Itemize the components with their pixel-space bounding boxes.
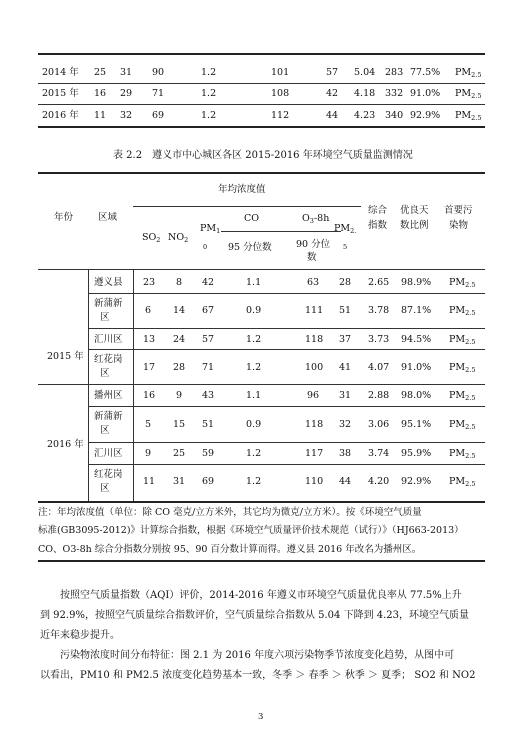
- cell-year: 2015 年: [42, 88, 79, 99]
- divider: [38, 104, 485, 105]
- paragraph-line: 按照空气质量指数（AQI）评价，2014-2016 年遵义市环境空气质量优良率从 77.5%上升: [60, 590, 462, 601]
- cell-co: 1.1: [246, 277, 262, 288]
- cell: 31: [120, 67, 133, 78]
- cell: 108: [271, 88, 290, 99]
- cell: 69: [152, 110, 165, 121]
- divider: [88, 406, 485, 407]
- cell-pm25: 32: [339, 419, 352, 430]
- table2-bottom-rule: [38, 501, 485, 503]
- table2-top-rule: [38, 172, 485, 174]
- table-note-line-3: CO、O3-8h 综合分指数分别按 95、90 百分数计算而得。遵义县 2016 年改名为播州区。: [38, 544, 422, 555]
- cell-pm25: 51: [339, 305, 352, 316]
- cell-ratio: 98.0%: [401, 390, 432, 401]
- cell-pollutant: $PM_{2.5}$: [449, 476, 476, 488]
- table1-top-rule: [38, 53, 485, 55]
- cell-pollutant: $PM_{2.5}$: [449, 334, 476, 346]
- header-pm10: $PM_1$: [200, 223, 221, 235]
- header-so2: $SO_2$: [142, 232, 161, 244]
- table-note-line-1: 注：年均浓度值（单位：除 CO 毫克/立方米外，其它均为微克/立方米）。按《环境空气质量: [38, 507, 422, 518]
- header-co-sub: 95 分位数: [228, 242, 272, 253]
- cell: 42: [326, 88, 339, 99]
- cell-index: 3.74: [368, 448, 390, 459]
- cell: 77.5%: [410, 67, 441, 78]
- cell-co: 1.2: [246, 334, 262, 345]
- cell: 71: [152, 88, 165, 99]
- cell-pollutant: $PM_{2.5}$: [449, 362, 476, 374]
- cell-pollutant: $PM_{2.5}$: [449, 390, 476, 402]
- cell-pollutant: $PM_{2.5}$: [449, 305, 476, 317]
- cell-pm10: 67: [202, 305, 215, 316]
- cell-index: 4.07: [368, 362, 390, 373]
- cell-so2: 6: [145, 305, 152, 316]
- cell-area-line1: 红花岗: [94, 469, 123, 480]
- cell-area-line2: 区: [100, 483, 110, 494]
- header-no2: $NO_2$: [168, 232, 189, 244]
- cell-pollutant: $PM_{2.5}$: [449, 448, 476, 460]
- group-year-2016: 2016 年: [47, 439, 84, 450]
- cell-ratio: 95.1%: [401, 419, 432, 430]
- cell: 1.2: [201, 67, 217, 78]
- header-pm25: $PM_{2.}$: [334, 223, 357, 235]
- cell-no2: 25: [173, 448, 186, 459]
- cell-ratio: 94.5%: [401, 334, 432, 345]
- cell-area-line2: 区: [100, 425, 110, 436]
- cell-ratio: 87.1%: [401, 305, 432, 316]
- cell-pm10: 69: [202, 476, 215, 487]
- divider: [88, 464, 485, 465]
- cell-co: 1.1: [246, 390, 262, 401]
- cell: 283: [385, 67, 404, 78]
- cell: 4.23: [354, 110, 376, 121]
- cell-area-line1: 红花岗: [94, 354, 123, 365]
- page-number: 3: [258, 712, 264, 722]
- cell-o3: 118: [305, 419, 324, 430]
- cell-index: 3.78: [368, 305, 390, 316]
- cell: 101: [271, 67, 290, 78]
- header-area: 区域: [98, 212, 118, 223]
- cell-index: 3.73: [368, 334, 390, 345]
- header-subrule: [133, 206, 361, 207]
- cell: 32: [120, 110, 133, 121]
- cell-pm10: 71: [202, 362, 215, 373]
- header-index-1: 综合: [368, 205, 388, 216]
- divider: [88, 328, 485, 329]
- cell-ratio: 95.9%: [401, 448, 432, 459]
- cell-index: 2.65: [368, 277, 390, 288]
- cell: 1.2: [201, 88, 217, 99]
- header-pm25-wrap: 5: [343, 243, 348, 251]
- cell: 92.9%: [410, 110, 441, 121]
- cell-no2: 28: [173, 362, 186, 373]
- paragraph-line: 污染物浓度时间分布特征：图 2.1 为 2016 年度六项污染物季节浓度变化趋势，从图中可: [60, 650, 455, 661]
- cell-o3: 96: [307, 390, 320, 401]
- cell-co: 0.9: [246, 305, 262, 316]
- cell: 11: [94, 110, 107, 121]
- cell-so2: 11: [143, 476, 156, 487]
- cell-no2: 31: [173, 476, 186, 487]
- cell-pm10: 43: [202, 390, 215, 401]
- cell: 112: [271, 110, 290, 121]
- header-bottom-rule: [38, 269, 485, 270]
- cell-pm25: 41: [339, 362, 352, 373]
- header-o3: $O_3-8h$: [302, 213, 330, 225]
- cell-index: 3.06: [368, 419, 390, 430]
- cell: 4.18: [354, 88, 376, 99]
- cell: 340: [385, 110, 404, 121]
- cell-ratio: 92.9%: [401, 476, 432, 487]
- cell-o3: 111: [305, 305, 324, 316]
- cell: 44: [326, 110, 339, 121]
- cell-index: 2.88: [368, 390, 390, 401]
- cell-pollutant: $PM_{2.5}$: [449, 419, 476, 431]
- cell-ratio: 91.0%: [401, 362, 432, 373]
- cell-index: 4.20: [368, 476, 390, 487]
- header-index-2: 指数: [368, 220, 388, 231]
- paragraph-line: 近年来稳步提升。: [40, 630, 120, 641]
- divider: [88, 293, 485, 294]
- cell-no2: 24: [173, 334, 186, 345]
- cell: 25: [94, 67, 107, 78]
- cell-pm10: 57: [202, 334, 215, 345]
- cell-pollutant: $PM_{2.5}$: [455, 88, 482, 100]
- cell-pm25: 38: [339, 448, 352, 459]
- cell-co: 1.2: [246, 448, 262, 459]
- cell-so2: 5: [145, 419, 152, 430]
- header-annual-conc: 年均浓度值: [218, 184, 266, 195]
- cell-year: 2014 年: [42, 67, 79, 78]
- header-o3-sub-1: 90 分位: [296, 239, 331, 250]
- cell-o3: 118: [305, 334, 324, 345]
- cell-so2: 9: [145, 448, 152, 459]
- header-good-days-2: 数比例: [400, 220, 429, 231]
- cell-o3: 117: [305, 448, 324, 459]
- cell-area: 汇川区: [94, 448, 123, 459]
- cell: 57: [326, 67, 339, 78]
- cell-co: 0.9: [246, 419, 262, 430]
- paragraph-line: 到 92.9%，按照空气质量综合指数评价，空气质量综合指数从 5.04 下降到 4.23，环境空气质量: [40, 610, 470, 621]
- cell-pm10: 42: [202, 277, 215, 288]
- cell-so2: 16: [143, 390, 156, 401]
- cell-so2: 17: [143, 362, 156, 373]
- cell-o3: 100: [305, 362, 324, 373]
- cell-no2: 14: [173, 305, 186, 316]
- cell-co: 1.2: [246, 362, 262, 373]
- cell-pollutant: $PM_{2.5}$: [455, 110, 482, 122]
- header-primary-1: 首要污: [444, 205, 473, 216]
- divider: [88, 442, 485, 443]
- cell-pm25: 44: [339, 476, 352, 487]
- divider: [88, 349, 485, 350]
- header-primary-2: 染物: [449, 220, 469, 231]
- cell-area-line2: 区: [100, 368, 110, 379]
- col-divider: [133, 269, 134, 501]
- header-pm10-wrap: 0: [203, 243, 208, 251]
- cell: 29: [120, 88, 133, 99]
- table-caption: 表 2.2 遵义市中心城区各区 2015-2016 年环境空气质量监测情况: [113, 150, 413, 161]
- cell-ratio: 98.9%: [401, 277, 432, 288]
- header-good-days-1: 优良天: [400, 205, 429, 216]
- table1-bottom-rule: [38, 126, 485, 128]
- table-note-line-2: 标准(GB3095-2012)》计算综合指数，根据《环境空气质量评价技术规范（试行）》（HJ663-2013）: [38, 525, 464, 536]
- cell-pm10: 59: [202, 448, 215, 459]
- cell-pm10: 51: [202, 419, 215, 430]
- cell-so2: 13: [143, 334, 156, 345]
- group-year-2015: 2015 年: [47, 351, 84, 362]
- cell-area: 播州区: [94, 390, 123, 401]
- cell: 1.2: [201, 110, 217, 121]
- cell-no2: 15: [173, 419, 186, 430]
- cell: 5.04: [354, 67, 376, 78]
- cell-pollutant: $PM_{2.5}$: [449, 277, 476, 289]
- cell: 16: [94, 88, 107, 99]
- header-co: CO: [244, 213, 260, 224]
- cell-no2: 8: [176, 277, 183, 288]
- cell-so2: 23: [143, 277, 156, 288]
- header-o3-sub-2: 数: [307, 252, 317, 263]
- cell-pollutant: $PM_{2.5}$: [455, 67, 482, 79]
- cell: 91.0%: [410, 88, 441, 99]
- note-bottom-rule: [38, 560, 485, 562]
- cell-co: 1.2: [246, 476, 262, 487]
- cell-pm25: 28: [339, 277, 352, 288]
- group-divider: [38, 384, 485, 385]
- cell-o3: 110: [305, 476, 324, 487]
- co-subrule: [221, 231, 291, 232]
- cell-area: 汇川区: [94, 334, 123, 345]
- cell: 90: [152, 67, 165, 78]
- header-year: 年份: [54, 212, 74, 223]
- cell-pm25: 31: [339, 390, 352, 401]
- cell-area-line1: 新蒲新: [94, 411, 123, 422]
- cell: 332: [385, 88, 404, 99]
- cell-area-line2: 区: [100, 312, 110, 323]
- cell-no2: 9: [176, 390, 183, 401]
- cell-year: 2016 年: [42, 110, 79, 121]
- cell-o3: 63: [307, 277, 320, 288]
- cell-area: 遵义县: [94, 277, 123, 288]
- divider: [38, 83, 485, 84]
- col-divider: [88, 269, 89, 501]
- cell-area-line1: 新蒲新: [94, 298, 123, 309]
- paragraph-line: 以看出，PM10 和 PM2.5 浓度变化趋势基本一致，冬季 ＞ 春季 ＞ 秋季 ＞ 夏季； SO2 和 NO2: [40, 670, 476, 681]
- cell-pm25: 37: [339, 334, 352, 345]
